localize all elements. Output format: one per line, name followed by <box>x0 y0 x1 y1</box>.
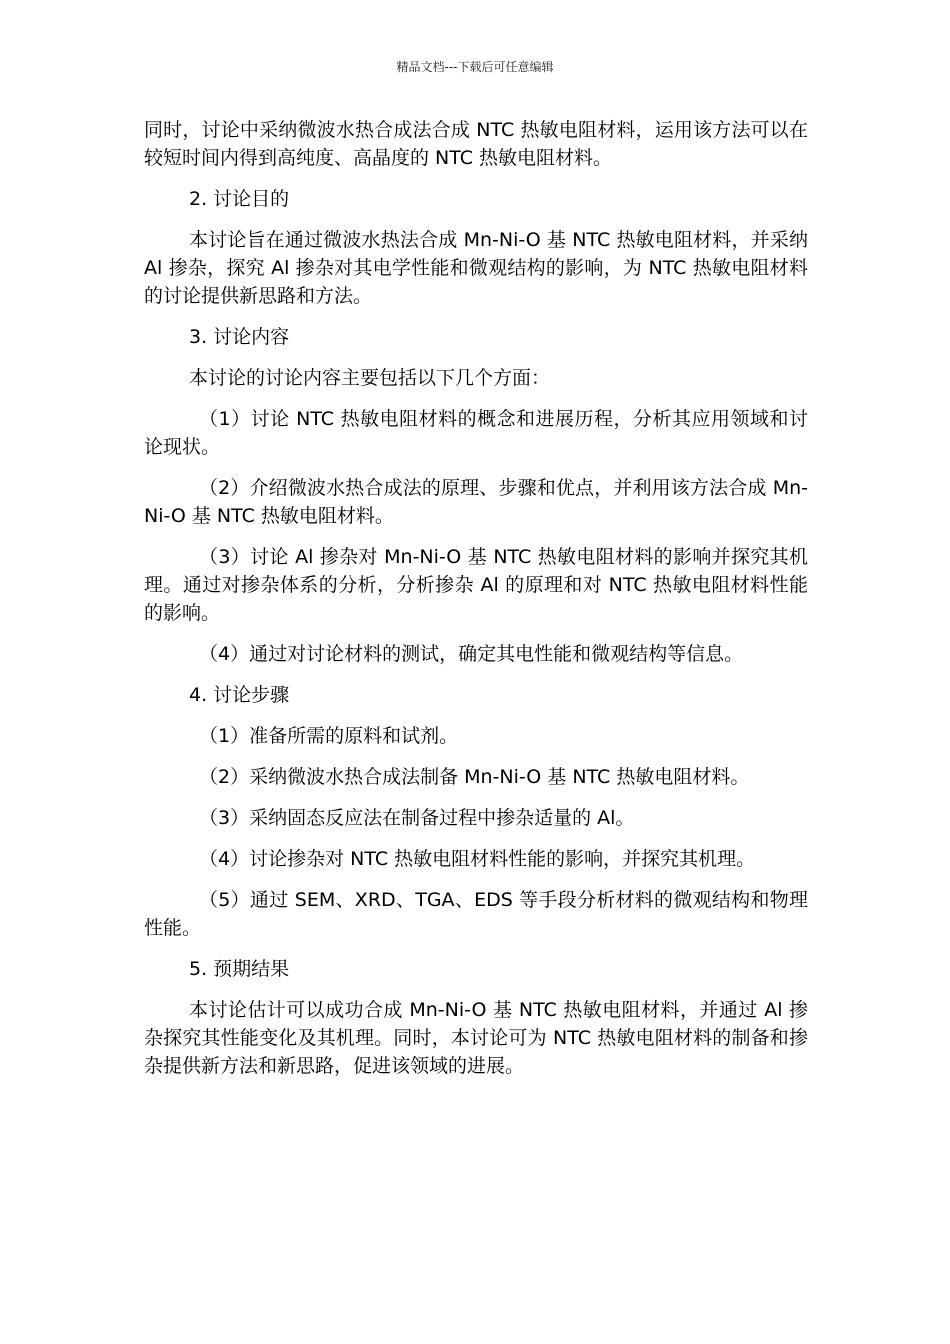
list-item: （4）通过对讨论材料的测试，确定其电性能和微观结构等信息。 <box>199 643 744 665</box>
section-heading-results: 5. 预期结果 <box>189 958 290 980</box>
list-item: （3）采纳固态反应法在制备过程中掺杂适量的 Al。 <box>199 807 635 829</box>
page-header: 精品文档---下载后可任意编辑 <box>396 60 554 74</box>
document-body <box>144 116 808 1093</box>
list-item: （2）采纳微波水热合成法制备 Mn-Ni-O 基 NTC 热敏电阻材料。 <box>199 766 750 788</box>
section-heading-purpose: 2. 讨论目的 <box>189 188 290 210</box>
list-item: （2）介绍微波水热合成法的原理、步骤和优点，并利用该方法合成 Mn-Ni-O 基 NTC 热敏电阻材料。 <box>144 477 808 527</box>
section-heading-content: 3. 讨论内容 <box>189 326 290 348</box>
paragraph-purpose: 本讨论旨在通过微波水热法合成 Mn-Ni-O 基 NTC 热敏电阻材料，并采纳 Al 掺杂，探究 Al 掺杂对其电学性能和微观结构的影响，为 NTC 热敏电阻材料的讨论提供新思路和方法。 <box>144 229 808 307</box>
list-item: （1）准备所需的原料和试剂。 <box>199 725 459 747</box>
paragraph-content-intro: 本讨论的讨论内容主要包括以下几个方面： <box>189 367 551 389</box>
list-item: （3）讨论 Al 掺杂对 Mn-Ni-O 基 NTC 热敏电阻材料的影响并探究其机理。通过对掺杂体系的分析，分析掺杂 Al 的原理和对 NTC 热敏电阻材料性能的影响。 <box>144 546 808 624</box>
list-item: （1）讨论 NTC 热敏电阻材料的概念和进展历程，分析其应用领域和讨论现状。 <box>144 408 808 458</box>
section-heading-steps: 4. 讨论步骤 <box>189 684 290 706</box>
list-item: （5）通过 SEM、XRD、TGA、EDS 等手段分析材料的微观结构和物理性能。 <box>144 889 808 939</box>
list-item: （4）讨论掺杂对 NTC 热敏电阻材料性能的影响，并探究其机理。 <box>199 848 756 870</box>
paragraph-results: 本讨论估计可以成功合成 Mn-Ni-O 基 NTC 热敏电阻材料，并通过 Al 掺杂探究其性能变化及其机理。同时，本讨论可为 NTC 热敏电阻材料的制备和掺杂提供新方法和新思路，促进该领域的进展。 <box>144 999 808 1077</box>
paragraph-intro: 同时，讨论中采纳微波水热合成法合成 NTC 热敏电阻材料，运用该方法可以在较短时间内得到高纯度、高晶度的 NTC 热敏电阻材料。 <box>144 119 808 169</box>
